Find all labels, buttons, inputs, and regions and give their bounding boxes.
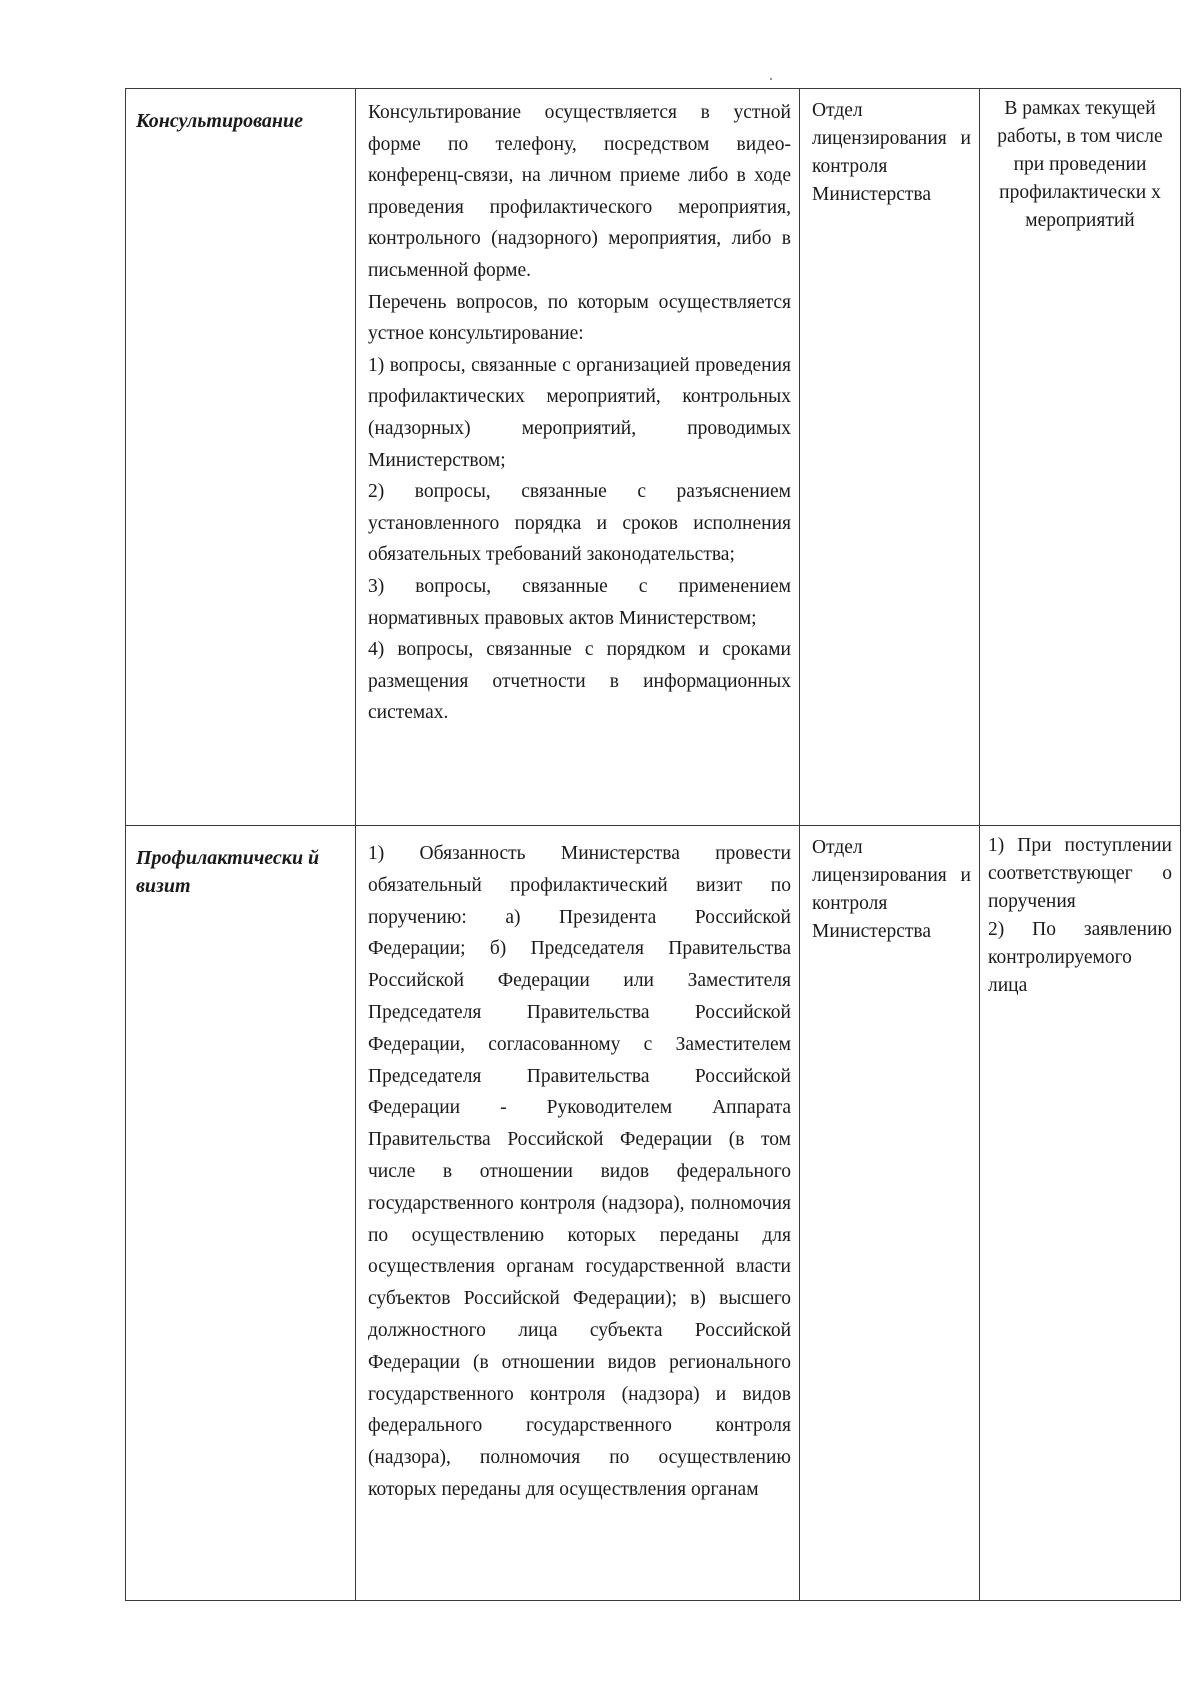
responsible-department-cell: Отдел лицензирования и контроля Министерства <box>800 826 980 1601</box>
activity-content-cell <box>356 826 800 1601</box>
content-paragraph: Консультирование осуществляется в устной форме по телефону, посредством видео-конференц-связи, на личном приеме либо в ходе проведения профилактического мероприятия, контрольного (надзорного) мероприятия, либо в письменной форме. <box>368 102 791 281</box>
scan-speck <box>770 78 772 80</box>
content-paragraph: Перечень вопросов, по которым осуществляется устное консультирование: <box>368 291 791 345</box>
responsible-department-cell: Отдел лицензирования и контроля Министерства <box>800 89 980 826</box>
timing-cell <box>980 89 1181 826</box>
content-paragraph: 2) вопросы, связанные с разъяснением установленного порядка и сроков исполнения обязательных требований законодательства; <box>368 481 791 566</box>
timing-text: 1) При поступлении соответствующег о поручения <box>988 835 1172 912</box>
content-paragraph: 1) Обязанность Министерства провести обязательный профилактический визит по поручению: а) Президента Российской Федерации; б) Председателя Правительства Российской Федерации или Заместителя Председателя Правительства Российской Федерации, согласованному с Заместителем Председателя Правительства Российской Федерации - Руководителем Аппарата Правительства Российской Федерации (в том числе в отношении видов федерального государственного контроля (надзора), полномочия по осуществлению которых переданы для осуществления органам государственной власти субъектов Российской Федерации); в) высшего должностного лица субъекта Российской Федерации (в отношении видов регионального государственного контроля (надзора) и видов федерального государственного контроля (надзора), полномочия по осуществлению которых переданы для осуществления органам <box>368 843 791 1500</box>
timing-cell <box>980 826 1181 1601</box>
content-paragraph: 3) вопросы, связанные с применением нормативных правовых актов Министерством; <box>368 575 791 629</box>
timing-text: 2) По заявлению контролируемого лица <box>988 919 1172 996</box>
table-row <box>126 826 1181 1601</box>
content-paragraph: 1) вопросы, связанные с организацией проведения профилактических мероприятий, контрольных (надзорных) мероприятий, проводимых Министерством; <box>368 354 791 471</box>
activity-name-cell: Консультирование <box>126 89 356 826</box>
activity-name-cell: Профилактически й визит <box>126 826 356 1601</box>
prevention-measures-table <box>125 88 1181 1601</box>
content-paragraph: 4) вопросы, связанные с порядком и сроками размещения отчетности в информационных системах. <box>368 639 791 724</box>
table-row <box>126 89 1181 826</box>
timing-text: В рамках текущей работы, в том числе при проведении профилактически х мероприятий <box>997 98 1163 231</box>
activity-content-cell <box>356 89 800 826</box>
